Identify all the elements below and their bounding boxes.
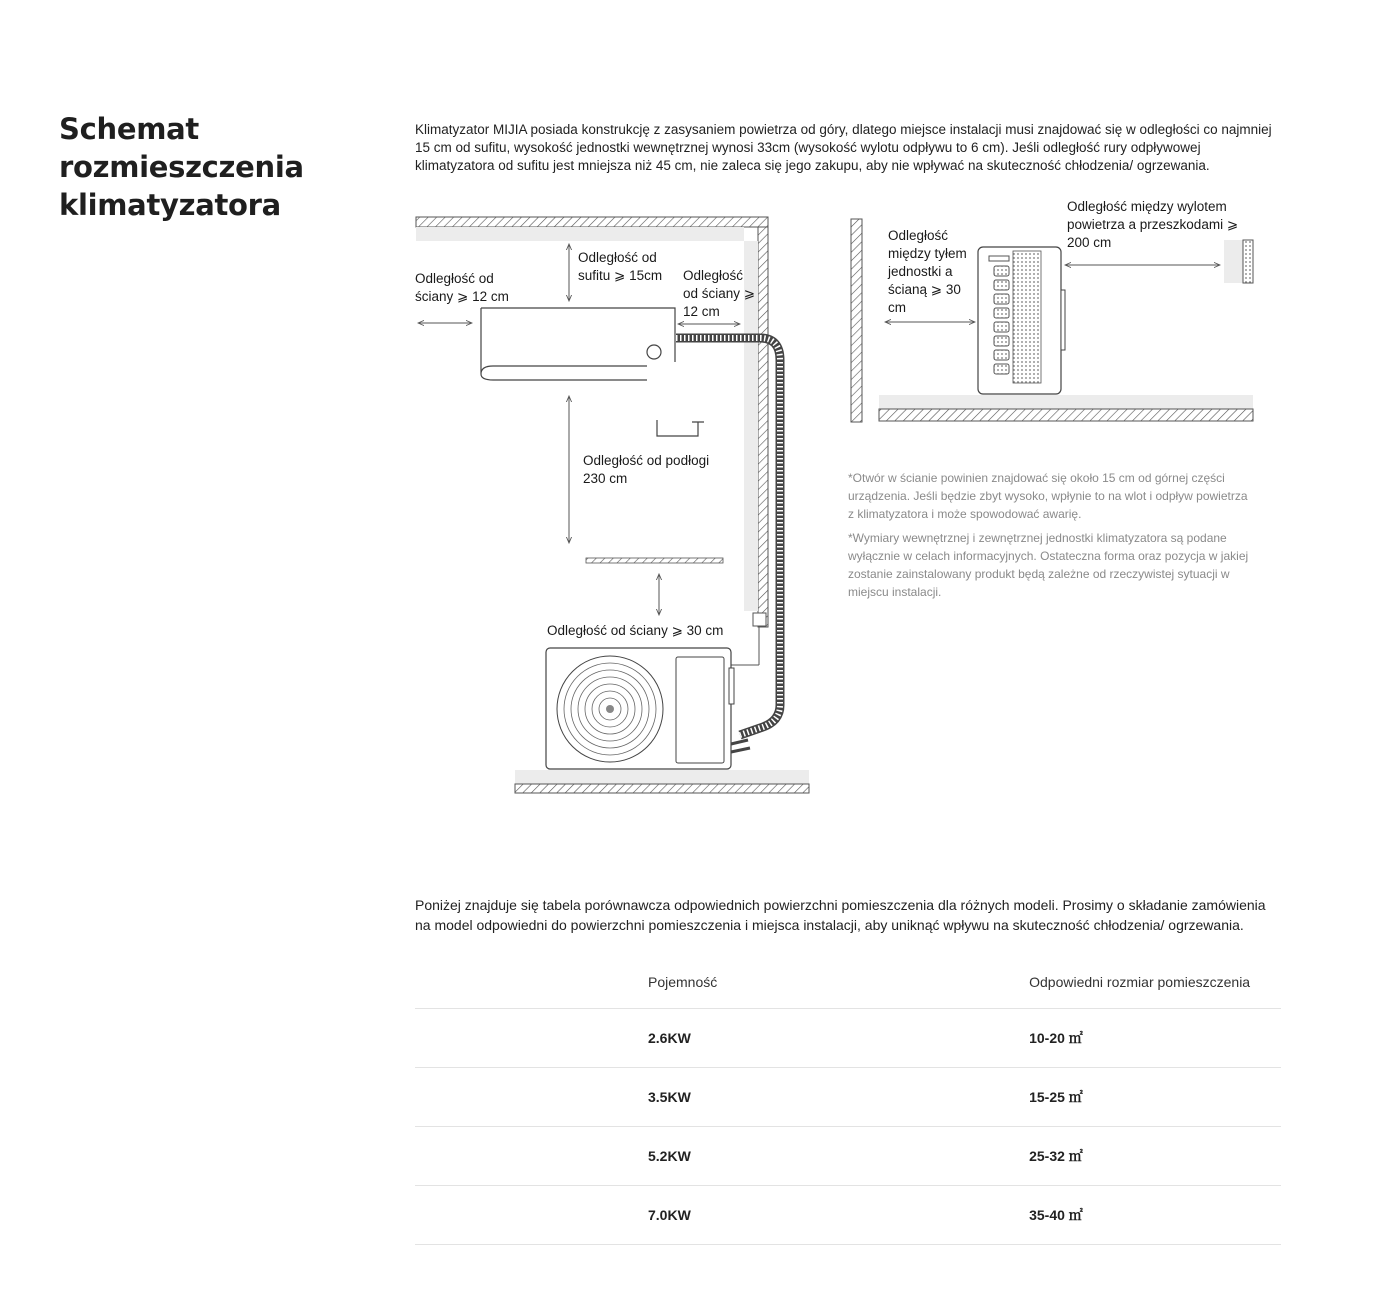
note-wall-hole: *Otwór w ścianie powinien znajdować się około 15 cm od górnej części urządzenia. Jeśli będzie zbyt wysoko, wpłynie to na wlot i odpływ powietrza z klimatyzatora i może spowodować awarię. <box>848 471 1248 521</box>
cell-capacity: 3.5KW <box>415 1068 1029 1127</box>
rear-wall <box>851 219 862 422</box>
ceiling <box>416 217 768 241</box>
label-wall-left: Odległość od ściany ⩾ 12 cm <box>415 271 509 304</box>
cell-capacity: 7.0KW <box>415 1186 1029 1245</box>
obstacle <box>1224 240 1253 283</box>
outdoor-unit <box>546 648 750 769</box>
section-title: Schemat rozmieszczenia klimatyzatora <box>59 112 304 222</box>
header-capacity: Pojemność <box>415 964 1029 1009</box>
table-row <box>415 1068 1281 1127</box>
label-back-wall: Odległość między tyłem jednostki a ścianą ⩾ 30 cm <box>888 228 967 315</box>
table-header-row <box>415 964 1281 1009</box>
label-outdoor-wall: Odległość od ściany ⩾ 30 cm <box>547 623 724 638</box>
cell-room-size: 25-32 ㎡ <box>1029 1127 1281 1186</box>
indoor-unit <box>481 308 675 380</box>
label-wall-right: Odległość od ściany ⩾ 12 cm <box>683 268 756 319</box>
outdoor-ground <box>879 395 1253 421</box>
capacity-table <box>415 964 1281 1245</box>
table-row <box>415 1009 1281 1068</box>
cell-room-size: 10-20 ㎡ <box>1029 1009 1281 1068</box>
header-room-size: Odpowiedni rozmiar pomieszczenia <box>1029 964 1281 1009</box>
cell-room-size: 35-40 ㎡ <box>1029 1186 1281 1245</box>
installation-notes <box>848 469 1253 607</box>
label-outlet: Odległość między wylotem powietrza a przeszkodami ⩾ 200 cm <box>1067 199 1239 250</box>
table-intro: Poniżej znajduje się tabela porównawcza odpowiednich powierzchni pomieszczenia dla różnych modeli. Prosimy o składanie zamówienia na model odpowiedni do powierzchni pomieszczenia i miejsca instalacji, aby uniknąć wpływu na skuteczność chłodzenia/ ogrzewania. <box>415 897 1266 933</box>
note-dimensions: *Wymiary wewnętrznej i zewnętrznej jednostki klimatyzatora są podane wyłącznie w celach informacyjnych. Ostateczna forma oraz pozycja w jakiej zostanie zainstalowany produkt będą zależne od rzeczywistej sytuacji w miejscu instalacji. <box>848 531 1249 599</box>
cell-capacity: 5.2KW <box>415 1127 1029 1186</box>
cell-capacity: 2.6KW <box>415 1009 1029 1068</box>
installation-intro: Klimatyzator MIJIA posiada konstrukcję z zasysaniem powietrza od góry, dlatego miejsce instalacji musi znajdować się w odległości co najmniej 15 cm od sufitu, wysokość jednostki wewnętrznej wynosi 33cm (wysokość wylotu odpływu to 6 cm). Jeśli odległość rury odpływowej klimatyzatora od sufitu jest mniejsza niż 45 cm, nie zaleca się jego zakupu, aby nie wpływać na skuteczność chłodzenia/ ogrzewania. <box>415 122 1272 173</box>
table-row <box>415 1127 1281 1186</box>
table-row <box>415 1186 1281 1245</box>
shelf <box>586 558 723 563</box>
outdoor-unit-side <box>978 247 1065 394</box>
cell-room-size: 15-25 ㎡ <box>1029 1068 1281 1127</box>
label-floor: Odległość od podłogi 230 cm <box>583 453 710 486</box>
label-ceiling: Odległość od sufitu ⩾ 15cm <box>578 250 663 283</box>
ground <box>515 770 809 793</box>
